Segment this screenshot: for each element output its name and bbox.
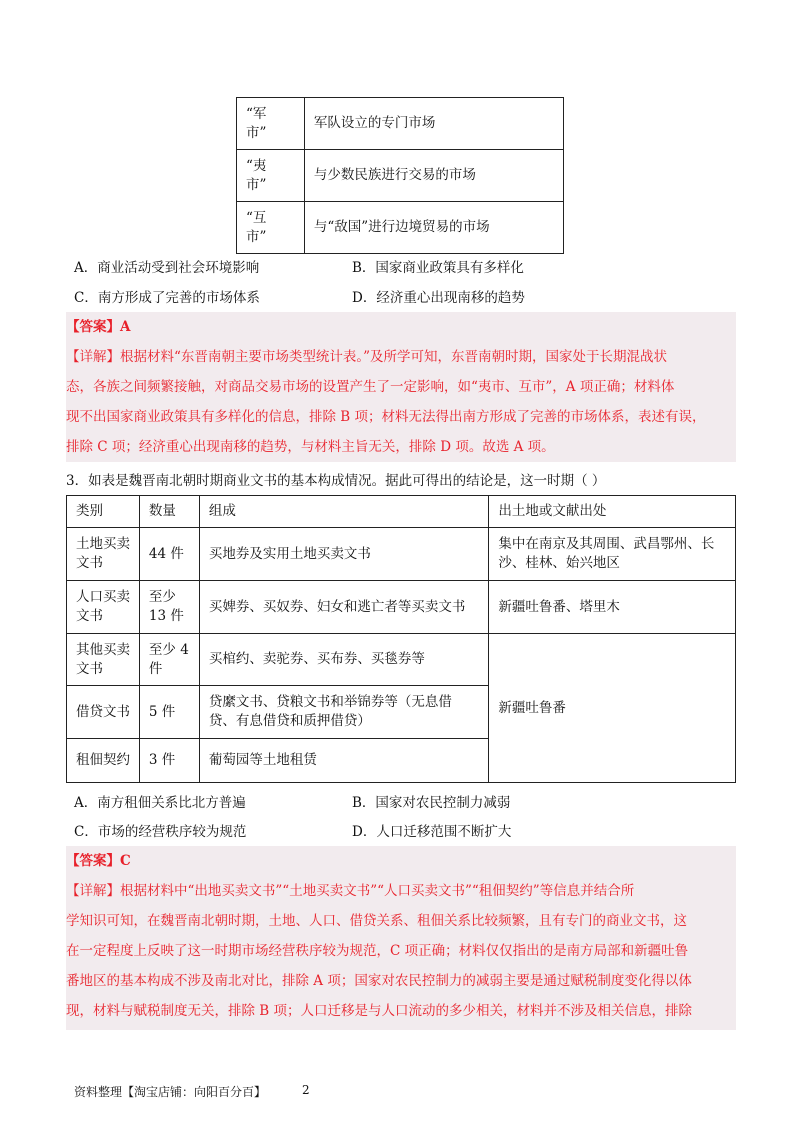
q2-answer: 【答案】A (66, 319, 131, 335)
table-cell: 人口买卖 文书 (67, 581, 140, 634)
table-cell: 新疆吐鲁番、塔里木 (489, 581, 736, 634)
table-cell: 土地买卖 文书 (67, 528, 140, 581)
table-cell: “军 市” (237, 98, 305, 150)
market-type-table (236, 97, 564, 254)
table-header: 出土地或文献出处 (489, 496, 736, 528)
table-cell: 买地券及实用土地买卖文书 (199, 528, 489, 581)
table-cell: 买棺约、卖驼券、买布券、买毯券等 (199, 634, 489, 686)
table-cell: 贷縻文书、贷粮文书和举锦券等（无息借 贷、有息借贷和质押借贷） (199, 686, 489, 739)
table-header: 类别 (67, 496, 140, 528)
table-cell: 军队设立的专门市场 (304, 98, 563, 150)
q3-option-d: D．人口迁移范围不断扩大 (352, 824, 512, 840)
table-cell: 买婢券、买奴券、妇女和逃亡者等买卖文书 (199, 581, 489, 634)
q3-detail-line: 学知识可知，在魏晋南北朝时期，土地、人口、借贷关系、租佃关系比较频繁，且有专门的商业文书，这 (66, 913, 687, 929)
q3-option-b: B．国家对农民控制力减弱 (352, 795, 511, 811)
q2-option-d: D．经济重心出现南移的趋势 (352, 290, 525, 306)
table-cell: 至少 13 件 (139, 581, 199, 634)
q2-detail-line: 【详解】根据材料“东晋南朝主要市场类型统计表。”及所学可知，东晋南朝时期，国家处于长期混战状 (66, 349, 668, 365)
q3-answer: 【答案】C (66, 853, 131, 869)
q3-detail-line: 【详解】根据材料中“出地买卖文书”“土地买卖文书”“人口买卖文书”“租佃契约”等信息并结合所 (66, 883, 635, 899)
table-cell: 与“敌国”进行边境贸易的市场 (304, 202, 563, 254)
commercial-document-table (66, 495, 736, 783)
q3-detail-line: 现，材料与赋税制度无关，排除 B 项；人口迁移是与人口流动的多少相关，材料并不涉及相关信息，排除 (66, 1003, 693, 1019)
table-cell: 至少 4 件 (139, 634, 199, 686)
q2-answer-block (66, 312, 736, 462)
table-cell: “互 市” (237, 202, 305, 254)
table-cell: 集中在南京及其周围、武昌鄂州、长 沙、桂林、始兴地区 (489, 528, 736, 581)
table-cell: 5 件 (139, 686, 199, 739)
q3-answer-block (66, 846, 736, 1030)
table-cell: 与少数民族进行交易的市场 (304, 150, 563, 202)
q3-detail-line: 番地区的基本构成不涉及南北对比，排除 A 项；国家对农民控制力的减弱主要是通过赋税制度变化得以体 (66, 973, 692, 989)
q2-detail-line: 态，各族之间频繁接触，对商品交易市场的设置产生了一定影响，如“夷市、互市”，A 项正确；材料体 (66, 379, 675, 395)
table-cell: 3 件 (139, 739, 199, 783)
footer-source: 资料整理【淘宝店铺：向阳百分百】 (74, 1085, 267, 1099)
page-number: 2 (302, 1083, 310, 1097)
q3-option-c: C．市场的经营秩序较为规范 (74, 824, 247, 840)
q3-stem: 3．如表是魏晋南北朝时期商业文书的基本构成情况。据此可得出的结论是，这一时期（ ） (66, 473, 606, 489)
q2-detail-line: 排除 C 项；经济重心出现南移的趋势，与材料主旨无关，排除 D 项。故选 A 项。 (66, 439, 555, 455)
q2-option-c: C．南方形成了完善的市场体系 (74, 290, 260, 306)
q3-detail-line: 在一定程度上反映了这一时期市场经营秩序较为规范，C 项正确；材料仅仅指出的是南方局部和新疆吐鲁 (66, 943, 689, 959)
q2-detail-line: 现不出国家商业政策具有多样化的信息，排除 B 项；材料无法得出南方形成了完善的市场体系，表述有误， (66, 409, 706, 425)
q2-option-b: B．国家商业政策具有多样化 (352, 260, 524, 276)
q3-option-a: A．南方租佃关系比北方普遍 (74, 795, 246, 811)
table-cell: 租佃契约 (67, 739, 140, 783)
table-cell-merged: 新疆吐鲁番 (489, 634, 736, 783)
table-header: 数量 (139, 496, 199, 528)
table-cell: “夷 市” (237, 150, 305, 202)
table-header: 组成 (199, 496, 489, 528)
table-cell: 44 件 (139, 528, 199, 581)
table-cell: 借贷文书 (67, 686, 140, 739)
q2-option-a: A．商业活动受到社会环境影响 (74, 260, 260, 276)
table-cell: 其他买卖 文书 (67, 634, 140, 686)
table-cell: 葡萄园等土地租赁 (199, 739, 489, 783)
